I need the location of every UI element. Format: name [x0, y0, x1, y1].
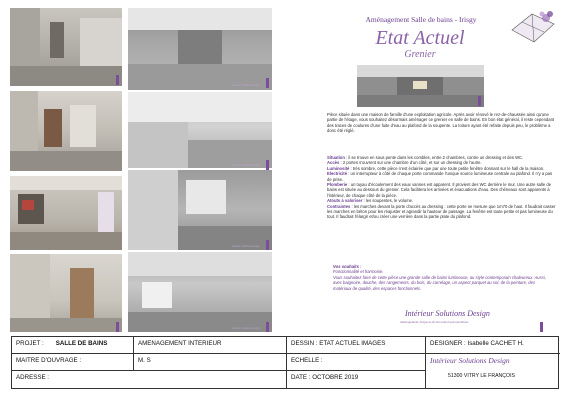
page-title: Etat Actuel: [375, 27, 465, 49]
photo-watermark-text: intérieur solutions design: [232, 84, 260, 87]
wishes-block: [333, 264, 548, 291]
title-block: [11, 336, 559, 389]
maitre-value: M. S: [138, 357, 151, 364]
wishes-text: Vous souhaitez faire de cette pièce une grande salle de bains lumineuse, au style contemporain chaleureux. Aussi, avec baignoire, douche, des rangements, du bois, du carrelage, un aspect parquet au sol, de la peinture, des matériaux de qualité, des espaces fonctionnels.: [333, 274, 546, 291]
photo-room-3: [10, 176, 122, 250]
detail-luminosite: Luminosité : très sombre, cette pièce n'est éclairée que par une toute petite fenêtre donnant sur le hall de la maison.: [327, 165, 545, 171]
photo-watermark-text: intérieur solutions design: [232, 245, 260, 248]
photo-attic-main: [357, 65, 484, 107]
city: 51300 VITRY LE FRANÇOIS: [448, 373, 515, 379]
watermark-logo-icon: [116, 322, 119, 332]
detail-plomberie: Plomberie : un tuyau d'écoulement des eaux vannes est apparent. Il provient des WC derrière le mur. Une autre salle de bains est située au dessous du grenier. Cela facilitera les arrivées et évacuations d'eau. Des chéneaux sont apparents à l'intérieur, de chaque côté de la pièce.: [327, 182, 552, 198]
watermark-logo-icon: [266, 240, 269, 250]
detail-acces: Accès : 2 portes s'ouvrent sur une chambre d'un côté, et sur un dressing de l'autre.: [327, 160, 482, 166]
description-intro: Pièce située dans une maison de famille d'une exploitation agricole. Après avoir rénové le rez-de-chaussée ainsi qu'une partie de l'étage, vous souhaitez désormais aménager ce grenier en salle de bains. En bon état général, il reste cependant des traces de coulures d'une fuite d'eau au plafond de la soupente. La toiture ayant été refaite depuis peu, le problème a donc été réglé.: [327, 112, 555, 134]
watermark-logo-icon: [478, 96, 481, 106]
photo-watermark-text: intérieur solutions design: [232, 164, 260, 167]
brand-logo-text: Intérieur Solutions Design: [405, 309, 490, 318]
projet-label: PROJET :: [16, 340, 44, 347]
photo-room-2: [10, 91, 122, 171]
designer-value: DESIGNER : Isabelle CACHET H.: [430, 340, 524, 347]
watermark-logo-icon: [116, 75, 119, 85]
brand-cell: [426, 354, 560, 388]
dessin-cell: [287, 337, 426, 354]
page-subtitle: Grenier: [404, 49, 436, 60]
corner-logo-icon: [540, 322, 543, 332]
type-cell: [134, 337, 287, 354]
dessin-value: DESSIN : ETAT ACTUEL IMAGES: [291, 340, 386, 347]
adresse-label: ADRESSE :: [16, 374, 50, 381]
watermark-logo-icon: [266, 322, 269, 332]
floorplan-sketch-icon: [508, 8, 558, 48]
wishes-title: Vos souhaits :: [333, 264, 362, 269]
maitre-label-cell: [12, 354, 134, 371]
photo-attic-2: [128, 92, 272, 168]
photo-room-4: [10, 254, 122, 332]
brand-tagline: aménagement d'espaces & décoration personnalisée: [400, 320, 469, 324]
detail-contraintes: Contraintes : les marches devant la porte d'accès au dressing : cette porte ne mesure que 1m70 de haut. Il faudrait casser les marches en béton pour les réajuster et agrandir la hauteur de passage. La fenêtre est toute petite et pas lumineuse du tout. Il faudrait l'élargir et/ou créer une verrière dans la partie plate du plafond.: [327, 203, 556, 220]
type-value: AMENAGEMENT INTERIEUR: [138, 340, 222, 347]
title-block-brand: Intérieur Solutions Design: [430, 356, 510, 365]
watermark-logo-icon: [266, 160, 269, 170]
maitre-label: MAITRE D'OUVRAGE :: [16, 357, 82, 364]
maitre-value-cell: [134, 354, 287, 371]
wishes-line1: Fonctionnalité et harmonie.: [333, 269, 384, 275]
adresse-cell: [12, 371, 287, 388]
photo-watermark-text: intérieur solutions design: [232, 327, 260, 330]
projet-value: SALLE DE BAINS: [55, 340, 108, 347]
detail-situation: Situation : il se trouve en sous pente dans les combles, entre 2 chambres, contre un dressing et des WC.: [327, 155, 524, 160]
photo-attic-3: [128, 170, 272, 250]
date-cell: [287, 371, 426, 388]
designer-cell: [426, 337, 560, 354]
photo-attic-1: [128, 8, 272, 90]
project-header-title: Aménagement Salle de bains - Irisgy: [365, 15, 477, 24]
projet-cell: [12, 337, 134, 354]
photo-attic-4: [128, 252, 272, 332]
detail-atouts: Atouts à valoriser : les soupentes, le volume.: [327, 198, 414, 204]
echelle-cell: [287, 354, 426, 371]
description-details: [327, 155, 557, 220]
photo-room-1: [10, 8, 122, 86]
watermark-logo-icon: [266, 78, 269, 88]
date-value: DATE : OCTOBRE 2019: [291, 374, 359, 381]
echelle-label: ECHELLE :: [291, 357, 323, 364]
detail-electricite: Electricité : un interrupteur à côté de chaque porte commande l'unique source lumineuse centrale au plafond. Il n'y a pas de prise.: [327, 171, 553, 182]
